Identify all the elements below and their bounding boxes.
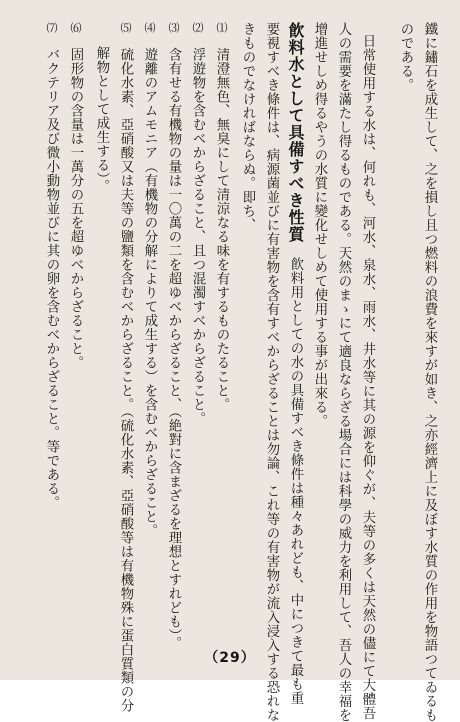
list-item-text: 固形物の含量は一萬分の五を超ゆべからざること。	[68, 47, 83, 370]
section-heading: 飮料水として具備すべき性質	[286, 22, 305, 243]
list-marker: ⑴	[215, 22, 228, 34]
list-marker: ⑹	[69, 22, 82, 34]
list-marker: ⑶	[167, 22, 180, 34]
list-item	[186, 22, 208, 426]
list-item-text: 解物として成生する）。	[94, 46, 109, 194]
column-text: 要視すべき條件は、病源菌並びに有害物を含有すべからざることは勿論、これ等の有害物が流入浸入する恐れな	[264, 22, 279, 722]
list-marker: ⑵	[191, 22, 204, 34]
text-column	[394, 22, 416, 92]
section-heading-column	[284, 22, 306, 705]
list-item	[210, 22, 232, 412]
list-item-text: バクテリア及び微小動物並びに其の卵を含むべからざること。等である。	[44, 47, 59, 510]
page-number: （29）	[204, 650, 256, 666]
list-item-text: 含有せる有機物の量は一〇萬の二を超ゆべからざること、（絶對に含まざるを理想とすれども）。	[166, 47, 181, 651]
list-marker: ⑷	[143, 22, 156, 34]
column-text: 飮料用としての水の具備すべき條件は種々あれども、中につきて最も重	[288, 257, 303, 705]
list-item-text: 遊離のアムモニア（有機物の分解によりて成生する）を含むべからざること。	[142, 47, 157, 538]
paragraph-column	[356, 34, 378, 720]
column-text: 人の需要を滿たし得るものである。天然のまゝにて適良ならざる場合には科學の威力を利用して、吾人の幸福を	[336, 22, 351, 722]
column-text: のである。	[398, 22, 413, 92]
text-column	[332, 22, 354, 722]
list-item-text: 清澄無色、無臭にして清涼なる味を有するものたること。	[214, 47, 229, 412]
list-item-continuation	[90, 46, 112, 193]
list-item	[40, 22, 62, 510]
list-item	[114, 22, 136, 713]
text-column	[308, 22, 330, 428]
column-text: 鐵に鏽石を成生して、之を損し且つ燃料の浪費を來すが如き、之亦經濟上に及ぼす水質の作用を物語つてゐるも	[422, 22, 437, 722]
text-column	[236, 22, 258, 232]
list-item	[162, 22, 184, 650]
text-column	[418, 22, 440, 722]
list-item-text: 浮遊物を含むべからざること、且つ混濁すべからざること。	[190, 47, 205, 426]
list-item	[138, 22, 160, 538]
list-marker: ⑺	[45, 22, 58, 34]
list-marker: ⑸	[119, 22, 132, 34]
column-text: きものでなければならぬ。即ち、	[240, 22, 255, 232]
list-item	[64, 22, 86, 370]
column-text: 日常使用する水は、何れも、河水、泉水、雨水、井水等に其の源を仰ぐが、夫等の多くは天然の儘にて大體吾	[360, 34, 375, 720]
list-item-text: 硫化水素、亞硝酸又は夫等の鹽類を含むべからざること。（硫化水素、亞硝酸等は有機物殊に蛋白質類の分	[118, 47, 133, 713]
column-text: 增進せしめ得るやうの水質に變化せしめて使用する事が出來る。	[312, 22, 327, 428]
text-column	[260, 22, 282, 722]
